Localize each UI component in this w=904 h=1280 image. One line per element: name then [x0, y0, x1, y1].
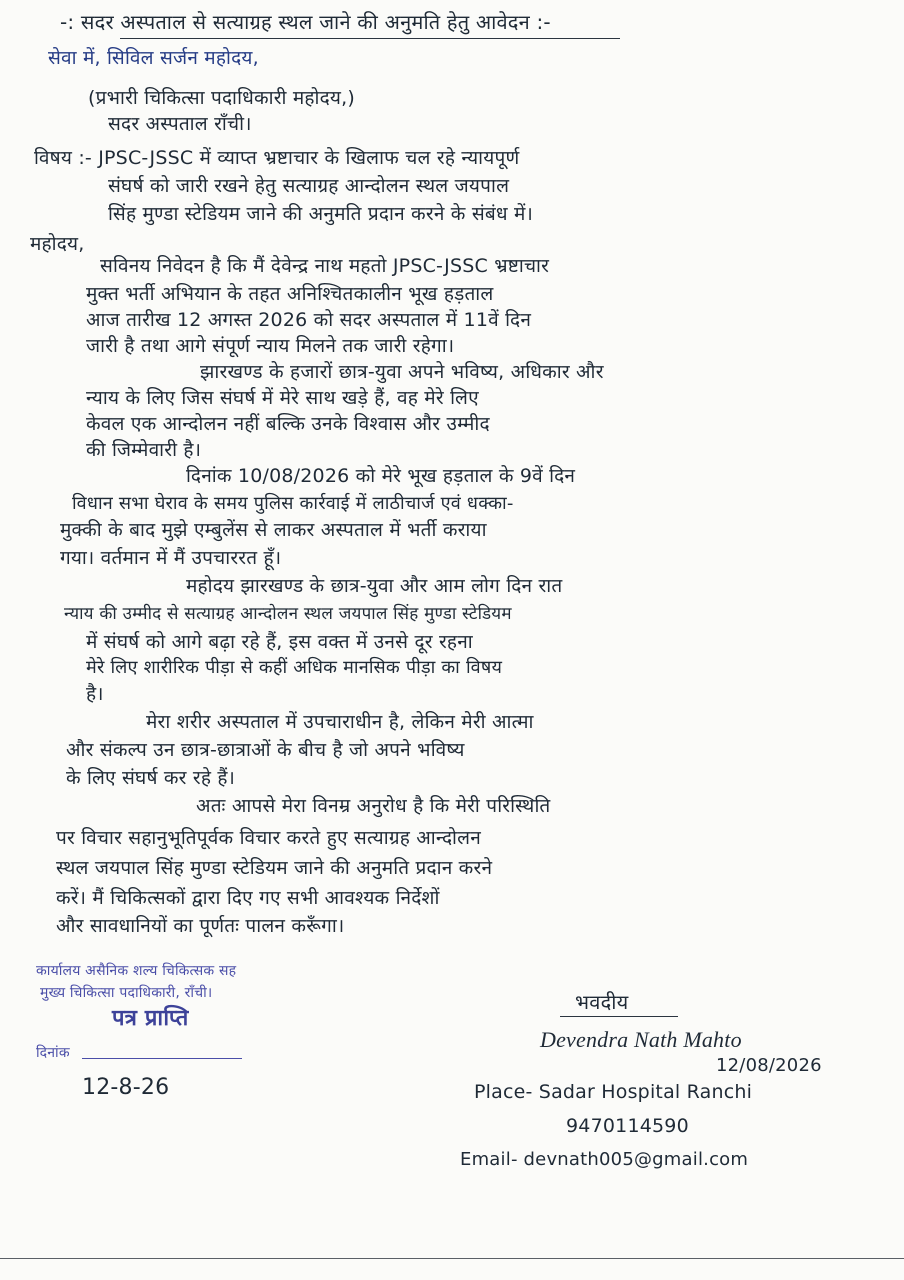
body-line: आज तारीख 12 अगस्त 2026 को सदर अस्पताल में 11वें दिन	[86, 309, 532, 331]
body-line: और संकल्प उन छात्र-छात्राओं के बीच है जो अपने भविष्य	[66, 739, 465, 761]
body-line: न्याय की उम्मीद से सत्याग्रह आन्दोलन स्थल जयपाल सिंह मुण्डा स्टेडियम	[64, 604, 512, 624]
body-line: मेरे लिए शारीरिक पीड़ा से कहीं अधिक मानसिक पीड़ा का विषय	[86, 657, 503, 678]
body-line: जारी है तथा आगे संपूर्ण न्याय मिलने तक जारी रहेगा।	[86, 335, 455, 357]
subject-line-2: संघर्ष को जारी रखने हेतु सत्याग्रह आन्दोलन स्थल जयपाल	[108, 175, 510, 197]
stamp-date-label: दिनांक	[36, 1045, 70, 1061]
body-line: स्थल जयपाल सिंह मुण्डा स्टेडियम जाने की अनुमति प्रदान करने	[56, 857, 493, 879]
email-address: Email- devnath005@gmail.com	[460, 1149, 749, 1170]
body-line: न्याय के लिए जिस संघर्ष में मेरे साथ खड़े हैं, वह मेरे लिए	[86, 387, 479, 409]
body-line: में संघर्ष को आगे बढ़ा रहे हैं, इस वक्त में उनसे दूर रहना	[86, 631, 473, 653]
place: Place- Sadar Hospital Ranchi	[474, 1081, 753, 1103]
addressee-line-2: (प्रभारी चिकित्सा पदाधिकारी महोदय,)	[88, 87, 355, 109]
body-line: के लिए संघर्ष कर रहे हैं।	[66, 767, 236, 789]
heading-underline	[120, 38, 620, 39]
body-line: झारखण्ड के हजारों छात्र-युवा अपने भविष्य, अधिकार और	[200, 361, 604, 383]
letter-heading: -: सदर अस्पताल से सत्याग्रह स्थल जाने की अनुमति हेतु आवेदन :-	[60, 10, 551, 34]
body-line: है।	[86, 683, 104, 705]
body-line: विधान सभा घेराव के समय पुलिस कार्रवाई में लाठीचार्ज एवं धक्का-	[72, 493, 514, 514]
subject-line-3: सिंह मुण्डा स्टेडियम जाने की अनुमति प्रदान करने के संबंध में।	[108, 203, 534, 225]
stamp-date-value: 12-8-26	[82, 1075, 170, 1100]
stamp-office-line-2: मुख्य चिकित्सा पदाधिकारी, राँची।	[40, 985, 213, 1001]
stamp-office-line-1: कार्यालय असैनिक शल्य चिकित्सक सह	[36, 963, 237, 979]
phone-number: 9470114590	[566, 1115, 689, 1137]
subject-line-1: विषय :- JPSC-JSSC में व्याप्त भ्रष्टाचार के खिलाफ चल रहे न्यायपूर्ण	[34, 147, 520, 169]
body-line: मुक्की के बाद मुझे एम्बुलेंस से लाकर अस्पताल में भर्ती कराया	[60, 519, 487, 541]
salutation: महोदय,	[30, 233, 85, 255]
body-line: दिनांक 10/08/2026 को मेरे भूख हड़ताल के 9वें दिन	[186, 465, 576, 487]
page-bottom-line	[0, 1258, 904, 1259]
stamp-date-rule	[82, 1058, 242, 1059]
stamp-received-label: पत्र प्राप्ति	[112, 1006, 189, 1031]
body-line: पर विचार सहानुभूतिपूर्वक विचार करते हुए सत्याग्रह आन्दोलन	[56, 827, 481, 849]
body-line: गया। वर्तमान में मैं उपचाररत हूँ।	[60, 547, 282, 569]
body-line: अतः आपसे मेरा विनम्र अनुरोध है कि मेरी परिस्थिति	[196, 795, 551, 817]
body-line: मेरा शरीर अस्पताल में उपचाराधीन है, लेकिन मेरी आत्मा	[146, 711, 534, 733]
addressee-line-3: सदर अस्पताल राँची।	[108, 113, 252, 135]
closing-underline	[560, 1016, 678, 1017]
body-line: की जिम्मेवारी है।	[86, 439, 202, 461]
addressee-line-1: सेवा में, सिविल सर्जन महोदय,	[48, 47, 259, 69]
body-line: और सावधानियों का पूर्णतः पालन करूँगा।	[56, 915, 345, 937]
signature-date: 12/08/2026	[716, 1055, 822, 1076]
body-line: करें। मैं चिकित्सकों द्वारा दिए गए सभी आवश्यक निर्देशों	[56, 887, 440, 909]
body-line: मुक्त भर्ती अभियान के तहत अनिश्चितकालीन भूख हड़ताल	[86, 283, 494, 305]
body-line: महोदय झारखण्ड के छात्र-युवा और आम लोग दिन रात	[186, 575, 563, 597]
body-line: सविनय निवेदन है कि मैं देवेन्द्र नाथ महतो JPSC-JSSC भ्रष्टाचार	[100, 255, 550, 277]
closing: भवदीय	[575, 990, 629, 1014]
body-line: केवल एक आन्दोलन नहीं बल्कि उनके विश्वास और उम्मीद	[86, 413, 490, 435]
signature-name: Devendra Nath Mahto	[540, 1027, 742, 1052]
